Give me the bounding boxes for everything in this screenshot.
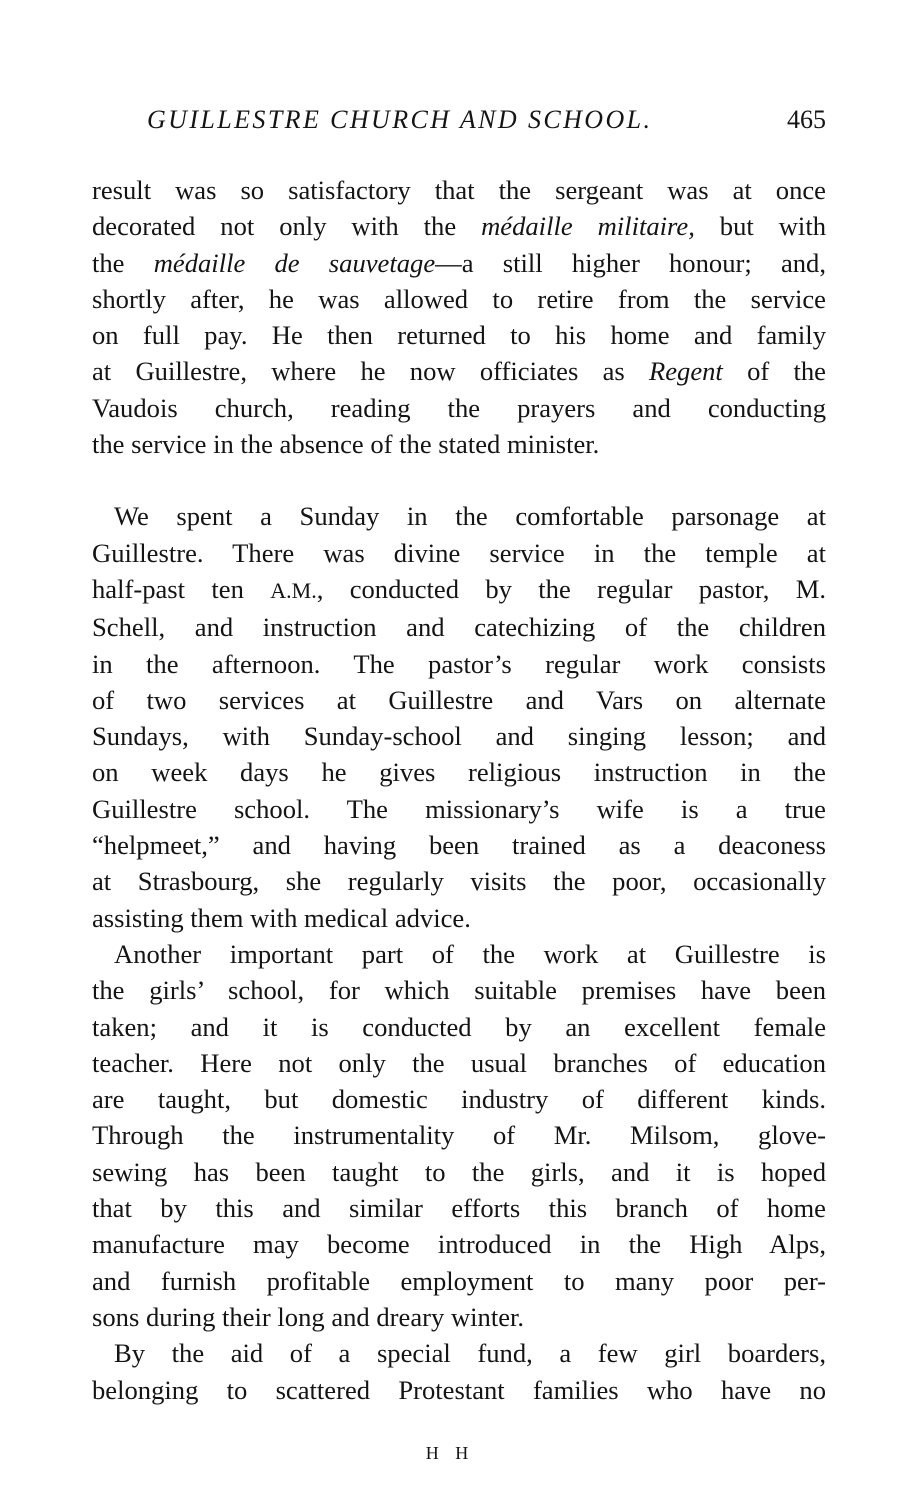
text-line: Guillestre. There was divine service in the temple at — [92, 537, 826, 568]
paragraph-2 — [92, 498, 826, 936]
text-line: of two services at Guillestre and Vars on alternate — [92, 684, 826, 715]
paragraph-4 — [92, 1335, 826, 1408]
text-line: decorated not only with the médaille militaire, but with — [92, 211, 826, 242]
text-line: the girls’ school, for which suitable premises have been — [92, 975, 826, 1006]
text-line: on full pay. He then returned to his home and family — [92, 320, 826, 351]
signature-mark: H H — [425, 1443, 475, 1463]
text-line: manufacture may become introduced in the High Alps, — [92, 1229, 826, 1260]
italic-term: médaille militaire, — [481, 211, 695, 242]
text-line: Through the instrumentality of Mr. Milsom, glove- — [92, 1120, 826, 1151]
text-line: belonging to scattered Protestant families who have no — [92, 1374, 826, 1405]
text-line: at Guillestre, where he now officiates as Regent of the — [92, 356, 826, 387]
text-line: We spent a Sunday in the comfortable parsonage at — [114, 501, 826, 532]
text-line: half-past ten A.M., conducted by the regular pastor, M. — [92, 573, 827, 604]
text-line: that by this and similar efforts this branch of home — [92, 1193, 826, 1224]
text-line: taken; and it is conducted by an excellent female — [92, 1011, 826, 1042]
text-line: on week days he gives religious instruction in the — [92, 757, 826, 788]
text-line: Sundays, with Sunday-school and singing lesson; and — [92, 721, 826, 752]
text-line: shortly after, he was allowed to retire from the service — [92, 283, 826, 314]
text-line: Schell, and instruction and catechizing of the children — [92, 612, 826, 643]
paragraph-3 — [92, 936, 826, 1335]
page-number: 465 — [787, 105, 826, 134]
text-line: result was so satisfactory that the sergeant was at once — [92, 175, 826, 205]
small-caps-abbrev: A.M. — [270, 577, 317, 603]
italic-term: Regent — [648, 356, 723, 387]
text-line: the médaille de sauvetage—a still higher honour; and, — [92, 247, 826, 278]
text-line: are taught, but domestic industry of different kinds. — [92, 1084, 826, 1115]
text-line: sewing has been taught to the girls, and it is hoped — [92, 1156, 826, 1187]
paragraph-1 — [92, 172, 826, 462]
text-line: and furnish profitable employment to many poor per- — [92, 1265, 826, 1296]
text-line: the service in the absence of the stated minister. — [92, 429, 600, 460]
text-line: “helpmeet,” and having been trained as a deaconess — [92, 830, 826, 861]
text-line: Guillestre school. The missionary’s wife is a true — [92, 793, 826, 824]
text-line: at Strasbourg, she regularly visits the poor, occasionally — [92, 866, 826, 897]
text-line: Another important part of the work at Guillestre is — [114, 938, 826, 969]
italic-term: médaille de sauvetage — [153, 247, 436, 278]
text-line: in the afternoon. The pastor’s regular work consists — [92, 648, 826, 679]
text-line: sons during their long and dreary winter. — [92, 1301, 525, 1332]
text-line: teacher. Here not only the usual branches of education — [92, 1047, 826, 1078]
running-title: GUILLESTRE CHURCH AND SCHOOL. — [147, 105, 653, 134]
text-line: By the aid of a special fund, a few girl boarders, — [114, 1338, 826, 1369]
running-head — [92, 100, 826, 140]
text-line: assisting them with medical advice. — [92, 902, 471, 933]
text-line: Vaudois church, reading the prayers and conducting — [92, 392, 826, 423]
book-page — [92, 100, 826, 1408]
